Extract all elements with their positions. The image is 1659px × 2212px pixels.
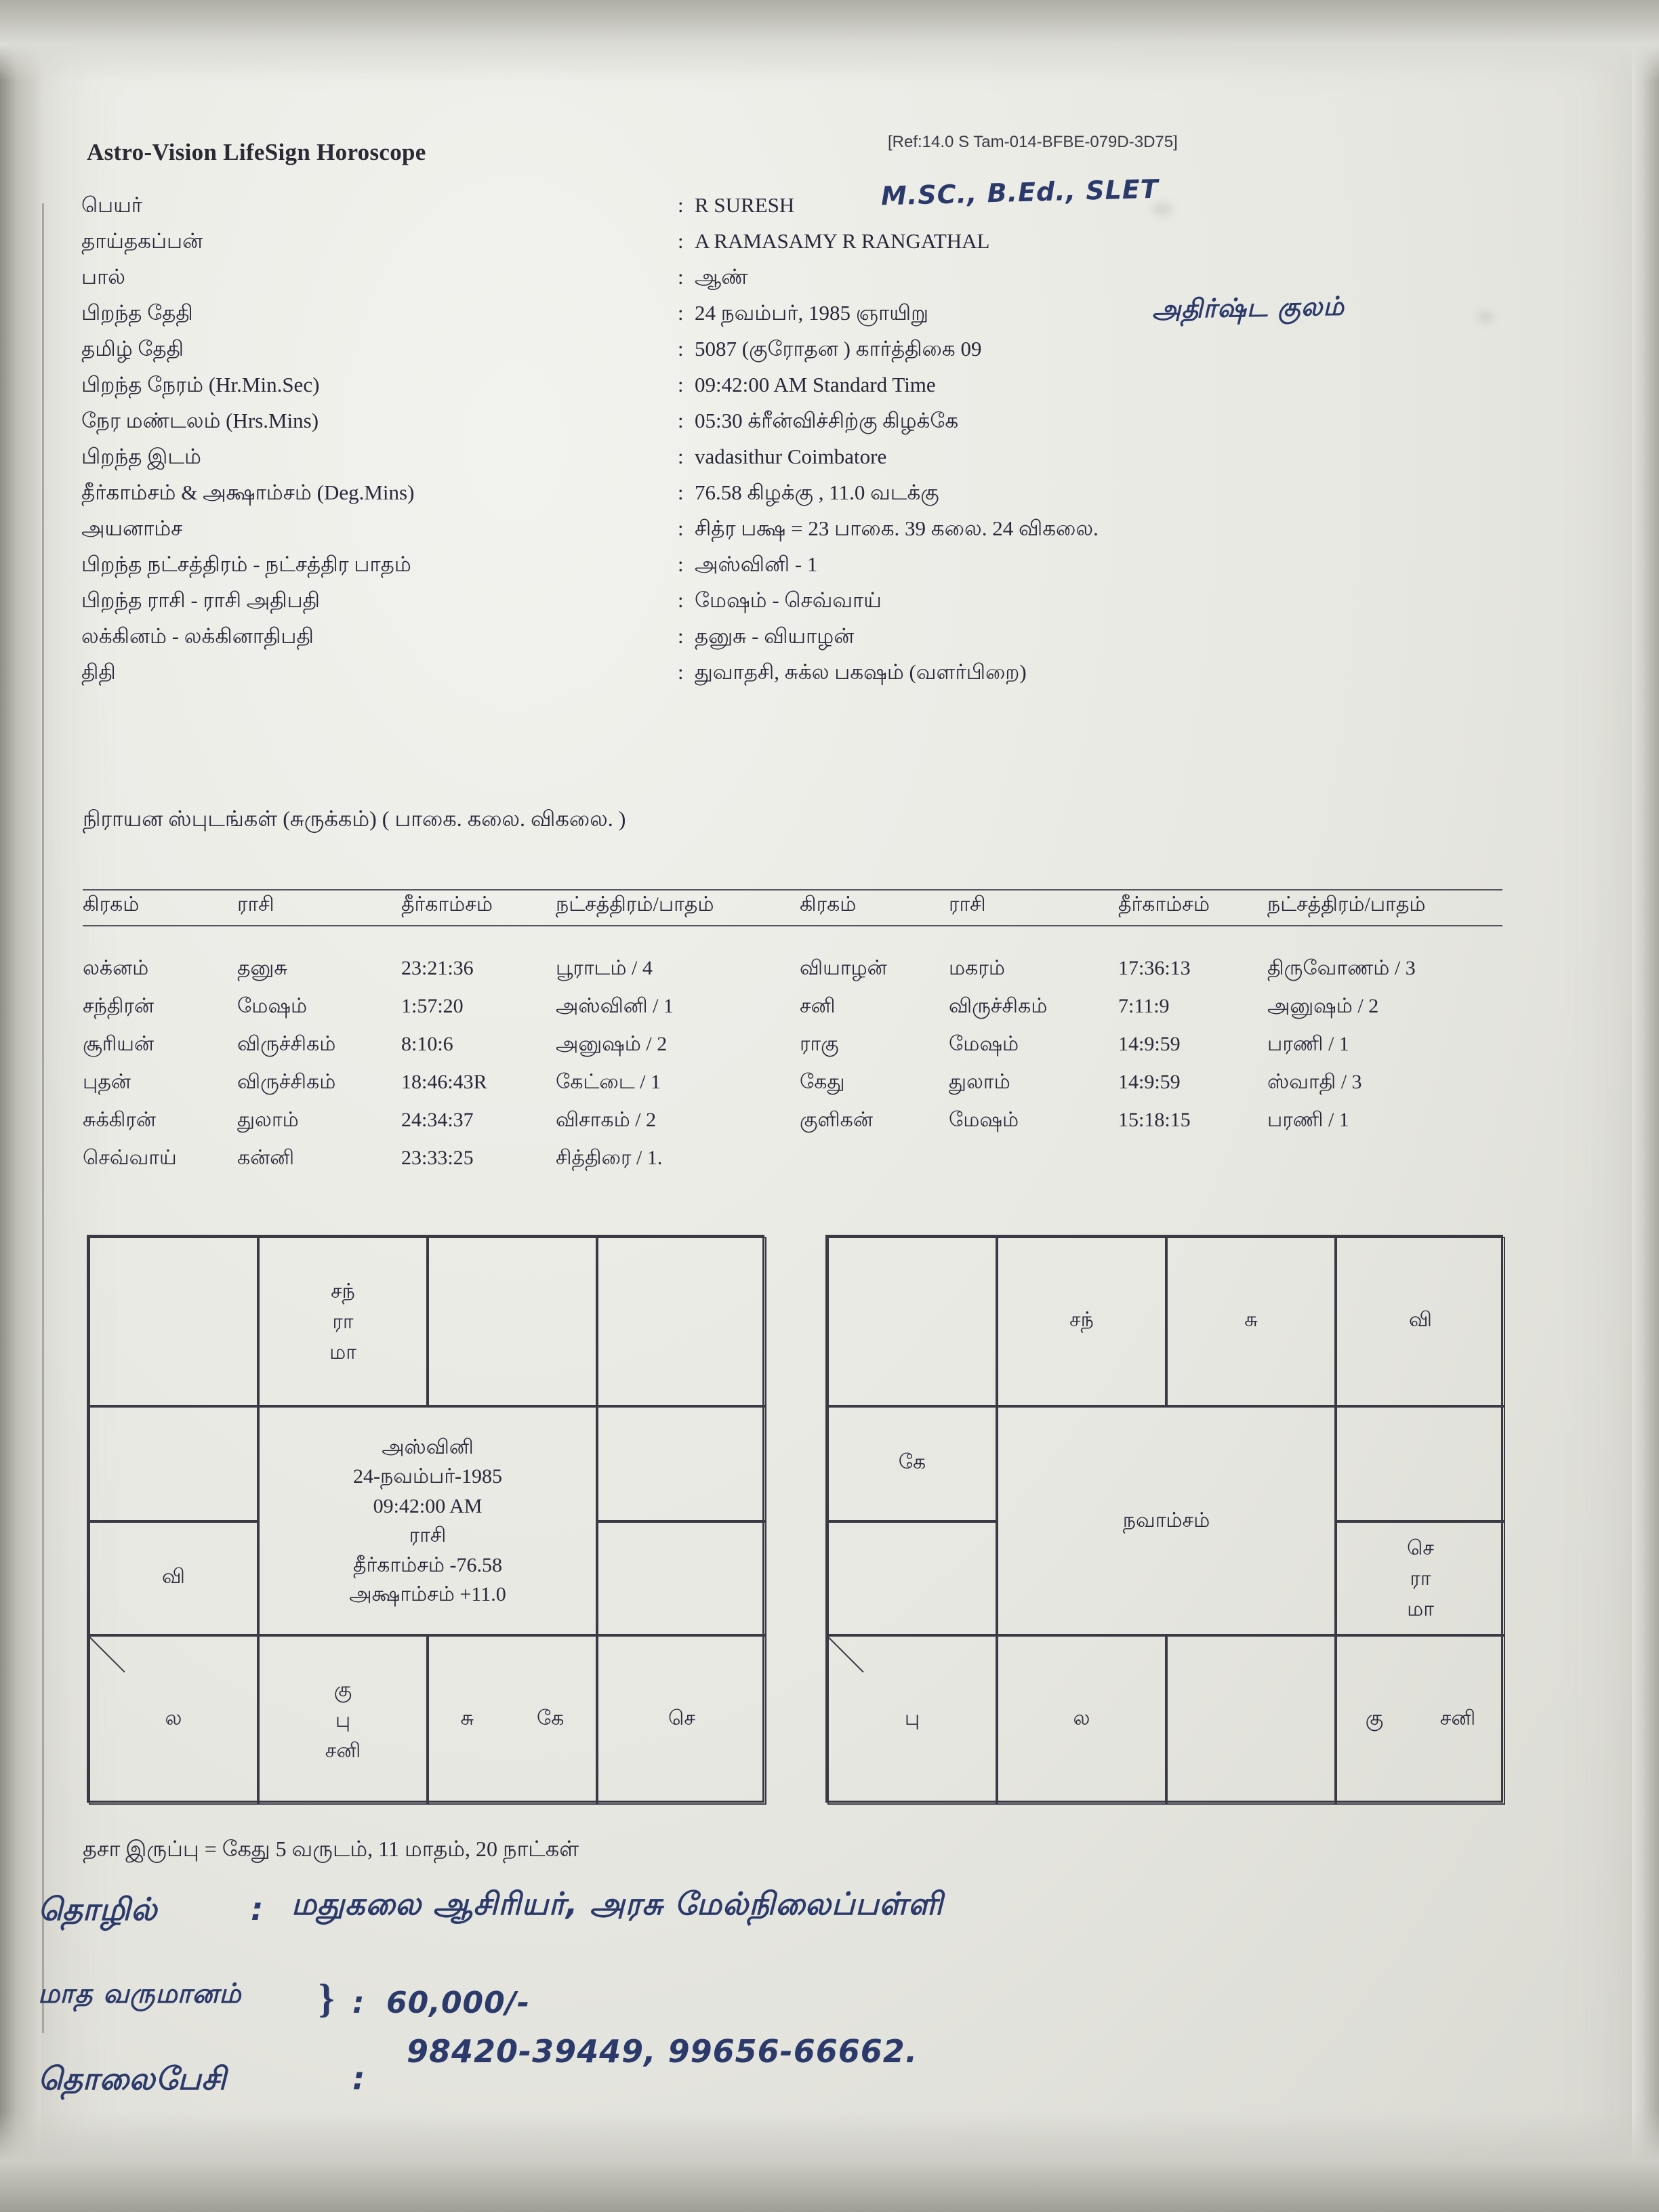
detail-row xyxy=(81,409,1538,445)
center-nakshatra: அஸ்வினி xyxy=(382,1435,474,1458)
planet-abbr: சந் xyxy=(331,1279,355,1303)
table-cell-nakshatra: அஸ்வினி / 1 xyxy=(556,995,674,1017)
table-cell-rasi: விருச்சிகம் xyxy=(237,1033,336,1055)
navamsa-cell-r3c4 xyxy=(1336,1521,1505,1635)
lagna-marker-icon xyxy=(829,1637,869,1677)
table-cell-planet: சுக்கிரன் xyxy=(83,1109,156,1131)
navamsa-cell-r3c1 xyxy=(827,1521,997,1635)
planet-abbr: செ xyxy=(668,1707,695,1729)
planet-abbr: ல xyxy=(1073,1707,1090,1729)
navamsa-chart-center xyxy=(997,1406,1336,1635)
table-cell-planet: வியாழன் xyxy=(800,957,887,979)
handwritten-colon: : xyxy=(352,1986,365,2020)
planet-abbr: கு xyxy=(333,1678,352,1701)
column-header: நட்சத்திரம்/பாதம் xyxy=(1267,893,1426,916)
detail-value: மேஷம் - செவ்வாய் xyxy=(695,588,882,612)
handwritten-qualification: M.SC., B.Ed., SLET xyxy=(880,173,1160,211)
detail-row xyxy=(81,229,1538,265)
detail-value: 5087 (குரோதன ) கார்த்திகை 09 xyxy=(695,337,982,361)
table-cell-rasi: மேஷம் xyxy=(949,1033,1019,1055)
detail-label: அயனாம்ச xyxy=(81,516,183,540)
detail-label: தீர்காம்சம் & அக்ஷாம்சம் (Deg.Mins) xyxy=(81,480,415,504)
detail-label: பிறந்த ராசி - ராசி அதிபதி xyxy=(81,588,321,612)
table-cell-nakshatra: ஸ்வாதி / 3 xyxy=(1267,1071,1362,1093)
rasi-cell-r3c1 xyxy=(89,1521,258,1635)
table-cell-longitude: 1:57:20 xyxy=(401,995,464,1017)
navamsa-cell-r4c3 xyxy=(1166,1635,1336,1805)
table-cell-longitude: 14:9:59 xyxy=(1118,1033,1181,1055)
planet-abbr: செ xyxy=(1407,1536,1434,1559)
table-cell-rasi: விருச்சிகம் xyxy=(949,995,1048,1017)
table-rule-bottom xyxy=(83,925,1502,926)
detail-colon: : xyxy=(678,552,684,576)
rasi-cell-r3c4 xyxy=(597,1521,766,1635)
handwritten-phone-label: தொலைபேசி xyxy=(38,2060,227,2097)
navamsa-cell-r2c1 xyxy=(827,1406,997,1521)
page-title: Astro-Vision LifeSign Horoscope xyxy=(87,139,426,165)
detail-value: 09:42:00 AM Standard Time xyxy=(695,373,936,396)
navamsa-cell-r4c2 xyxy=(997,1635,1166,1805)
detail-colon: : xyxy=(678,373,684,396)
column-header: நட்சத்திரம்/பாதம் xyxy=(556,893,714,916)
table-cell-nakshatra: அனுஷம் / 2 xyxy=(556,1033,668,1055)
handwritten-job-label: தொழில் xyxy=(38,1891,158,1927)
planet-abbr: கு xyxy=(1365,1707,1384,1729)
detail-row xyxy=(81,660,1538,696)
table-cell-nakshatra: சித்திரை / 1. xyxy=(556,1147,663,1169)
table-cell-nakshatra: அனுஷம் / 2 xyxy=(1267,995,1379,1017)
center-longitude: தீர்காம்சம் -76.58 xyxy=(353,1553,502,1576)
planet-abbr: ரா xyxy=(1410,1567,1431,1590)
table-cell-nakshatra: பூராடம் / 4 xyxy=(556,957,653,979)
detail-label: தமிழ் தேதி xyxy=(81,337,184,361)
column-header: கிரகம் xyxy=(83,893,140,916)
dasha-balance: தசா இருப்பு = கேது 5 வருடம், 11 மாதம், 20 நாட்கள் xyxy=(83,1837,579,1861)
detail-label: பிறந்த தேதி xyxy=(81,301,193,325)
detail-colon: : xyxy=(678,229,684,253)
rasi-chart-center xyxy=(258,1406,597,1635)
detail-value: துவாதசி, சுக்ல பகஷம் (வளர்பிறை) xyxy=(695,660,1027,684)
detail-label: பால் xyxy=(81,265,125,289)
detail-row xyxy=(81,193,1538,229)
handwritten-job-value: மதுகலை ஆசிரியர், அரசு மேல்நிலைப்பள்ளி xyxy=(291,1885,943,1922)
detail-value: 05:30 க்ரீன்விச்சிற்கு கிழக்கே xyxy=(695,409,959,432)
detail-value: சித்ர பக்ஷ = 23 பாகை. 39 கலை. 24 விகலை. xyxy=(695,516,1099,540)
table-cell-longitude: 24:34:37 xyxy=(401,1109,474,1131)
table-cell-rasi: தனுசு xyxy=(237,957,287,979)
table-cell-longitude: 7:11:9 xyxy=(1118,995,1170,1017)
handwritten-colon: : xyxy=(352,2060,366,2097)
planet-abbr: சு xyxy=(460,1707,474,1729)
detail-row xyxy=(81,516,1538,552)
planet-abbr: சு xyxy=(1244,1309,1258,1331)
navamsa-cell-r1c2 xyxy=(997,1237,1166,1406)
detail-colon: : xyxy=(678,624,684,648)
table-cell-rasi: மேஷம் xyxy=(949,1109,1019,1131)
detail-value: vadasithur Coimbatore xyxy=(695,445,887,468)
detail-label: பிறந்த நேரம் (Hr.Min.Sec) xyxy=(81,373,320,396)
planet-abbr: ரா xyxy=(332,1310,354,1333)
planet-abbr: சந் xyxy=(1069,1309,1094,1331)
center-label: ராசி xyxy=(409,1524,447,1547)
navamsa-cell-r4c1 xyxy=(827,1635,997,1805)
detail-label: பிறந்த நட்சத்திரம் - நட்சத்திர பாதம் xyxy=(81,552,411,576)
rasi-cell-r2c4 xyxy=(597,1406,766,1521)
table-cell-longitude: 14:9:59 xyxy=(1118,1071,1181,1093)
table-cell-planet: ராகு xyxy=(800,1033,839,1055)
navamsa-cell-r1c4 xyxy=(1336,1237,1505,1406)
table-cell-longitude: 23:33:25 xyxy=(401,1147,474,1169)
reference-code: [Ref:14.0 S Tam-014-BFBE-079D-3D75] xyxy=(888,133,1178,151)
detail-value: R SURESH xyxy=(695,193,795,217)
center-latitude: அக்ஷாம்சம் +11.0 xyxy=(349,1583,506,1605)
detail-value: 24 நவம்பர், 1985 ஞாயிறு xyxy=(695,301,928,325)
navamsa-chart xyxy=(825,1235,1503,1803)
navamsa-cell-r1c3 xyxy=(1166,1237,1336,1406)
detail-colon: : xyxy=(678,265,684,289)
table-cell-planet: சனி xyxy=(800,995,836,1017)
detail-row xyxy=(81,445,1538,480)
planet-abbr: கே xyxy=(898,1451,926,1473)
planet-abbr: மா xyxy=(329,1340,356,1364)
column-header: தீர்காம்சம் xyxy=(1118,893,1210,916)
rasi-cell-r1c3 xyxy=(428,1237,597,1406)
table-cell-longitude: 15:18:15 xyxy=(1118,1109,1191,1131)
detail-label: லக்கினம் - லக்கினாதிபதி xyxy=(81,624,314,648)
detail-row xyxy=(81,373,1538,409)
table-cell-nakshatra: திருவோணம் / 3 xyxy=(1267,957,1416,979)
navamsa-cell-r4c4 xyxy=(1336,1635,1505,1805)
detail-row xyxy=(81,588,1538,624)
table-cell-rasi: மேஷம் xyxy=(237,995,308,1017)
table-cell-nakshatra: கேட்டை / 1 xyxy=(556,1071,661,1093)
table-cell-longitude: 23:21:36 xyxy=(401,957,474,979)
planet-abbr: பு xyxy=(904,1707,920,1729)
table-cell-rasi: துலாம் xyxy=(949,1071,1010,1093)
rasi-cell-r4c1 xyxy=(89,1635,258,1805)
birth-details-list xyxy=(81,193,1538,696)
navamsa-cell-r1c1 xyxy=(827,1237,997,1406)
table-rule-top xyxy=(83,889,1502,890)
detail-colon: : xyxy=(678,660,684,684)
rasi-cell-r4c2 xyxy=(258,1635,428,1805)
column-header: ராசி xyxy=(949,893,986,916)
center-date: 24-நவம்பர்-1985 xyxy=(352,1465,503,1488)
handwritten-salary-label: மாத வருமானம் xyxy=(38,1978,242,2009)
table-cell-longitude: 18:46:43R xyxy=(401,1071,487,1093)
detail-value: தனுசு - வியாழன் xyxy=(695,624,855,648)
detail-row xyxy=(81,337,1538,373)
planet-abbr: வி xyxy=(1408,1309,1433,1331)
detail-label: நேர மண்டலம் (Hrs.Mins) xyxy=(81,409,319,432)
detail-value: ஆண் xyxy=(695,265,748,289)
column-header: கிரகம் xyxy=(800,893,857,916)
table-cell-rasi: துலாம் xyxy=(237,1109,299,1131)
navamsa-center-label: நவாம்சம் xyxy=(1122,1509,1210,1532)
detail-row xyxy=(81,552,1538,588)
detail-colon: : xyxy=(678,516,684,540)
planet-abbr: சனி xyxy=(1439,1707,1476,1729)
navamsa-cell-r2c4 xyxy=(1336,1406,1505,1521)
table-cell-planet: புதன் xyxy=(83,1071,131,1093)
table-cell-nakshatra: விசாகம் / 2 xyxy=(556,1109,657,1131)
handwritten-note: அதிர்ஷ்ட குலம் xyxy=(1151,291,1345,325)
detail-colon: : xyxy=(678,445,684,468)
rasi-cell-r4c4 xyxy=(597,1635,766,1805)
detail-colon: : xyxy=(678,480,684,504)
table-cell-nakshatra: பரணி / 1 xyxy=(1267,1033,1349,1055)
table-cell-planet: கேது xyxy=(800,1071,845,1093)
handwritten-salary-value: 60,000/- xyxy=(386,1986,531,2020)
rasi-cell-r2c1 xyxy=(89,1406,258,1521)
center-time: 09:42:00 AM xyxy=(373,1494,483,1517)
detail-row xyxy=(81,624,1538,660)
table-cell-rasi: மகரம் xyxy=(949,957,1005,979)
detail-label: பிறந்த இடம் xyxy=(81,445,201,468)
detail-colon: : xyxy=(678,588,684,612)
column-header: ராசி xyxy=(237,893,274,916)
rasi-cell-r1c1 xyxy=(89,1237,258,1406)
lagna-marker-icon xyxy=(90,1637,131,1677)
detail-value: A RAMASAMY R RANGATHAL xyxy=(695,229,990,253)
planet-abbr: கே xyxy=(537,1707,565,1729)
column-header: தீர்காம்சம் xyxy=(401,893,493,916)
table-cell-planet: லக்னம் xyxy=(83,957,149,979)
planet-abbr: வி xyxy=(161,1565,186,1588)
handwritten-colon: : xyxy=(251,1891,264,1927)
table-cell-planet: சூரியன் xyxy=(83,1033,155,1055)
planet-abbr: சனி xyxy=(325,1739,361,1762)
detail-value: அஸ்வினி - 1 xyxy=(695,552,818,576)
table-cell-planet: செவ்வாய் xyxy=(83,1147,177,1169)
detail-value: 76.58 கிழக்கு , 11.0 வடக்கு xyxy=(695,480,939,504)
rasi-cell-r4c3 xyxy=(428,1635,597,1805)
detail-label: தாய்தகப்பன் xyxy=(81,229,203,253)
table-cell-nakshatra: பரணி / 1 xyxy=(1267,1109,1349,1131)
planet-abbr: ல xyxy=(165,1707,182,1729)
rasi-cell-r1c4 xyxy=(597,1237,766,1406)
positions-section-title: நிராயன ஸ்புடங்கள் (சுருக்கம்) ( பாகை. கலை. விகலை. ) xyxy=(83,806,626,831)
handwritten-brace: } xyxy=(319,1976,335,2021)
handwritten-phone-value: 98420-39449, 99656-66662. xyxy=(407,2033,918,2070)
detail-colon: : xyxy=(678,409,684,432)
table-cell-longitude: 17:36:13 xyxy=(1118,957,1191,979)
detail-row xyxy=(81,480,1538,516)
table-cell-planet: சந்திரன் xyxy=(83,995,155,1017)
detail-label: பெயர் xyxy=(81,193,142,217)
detail-label: திதி xyxy=(81,660,116,684)
planet-abbr: பு xyxy=(335,1708,351,1732)
rasi-cell-r1c2 xyxy=(258,1237,428,1406)
rasi-chart xyxy=(87,1235,764,1803)
detail-colon: : xyxy=(678,337,684,361)
table-cell-planet: குளிகன் xyxy=(800,1109,873,1131)
detail-colon: : xyxy=(678,301,684,325)
detail-colon: : xyxy=(678,193,684,217)
planet-abbr: மா xyxy=(1407,1597,1434,1620)
table-cell-rasi: விருச்சிகம் xyxy=(237,1071,336,1093)
table-cell-rasi: கன்னி xyxy=(237,1147,295,1169)
table-cell-longitude: 8:10:6 xyxy=(401,1033,453,1055)
